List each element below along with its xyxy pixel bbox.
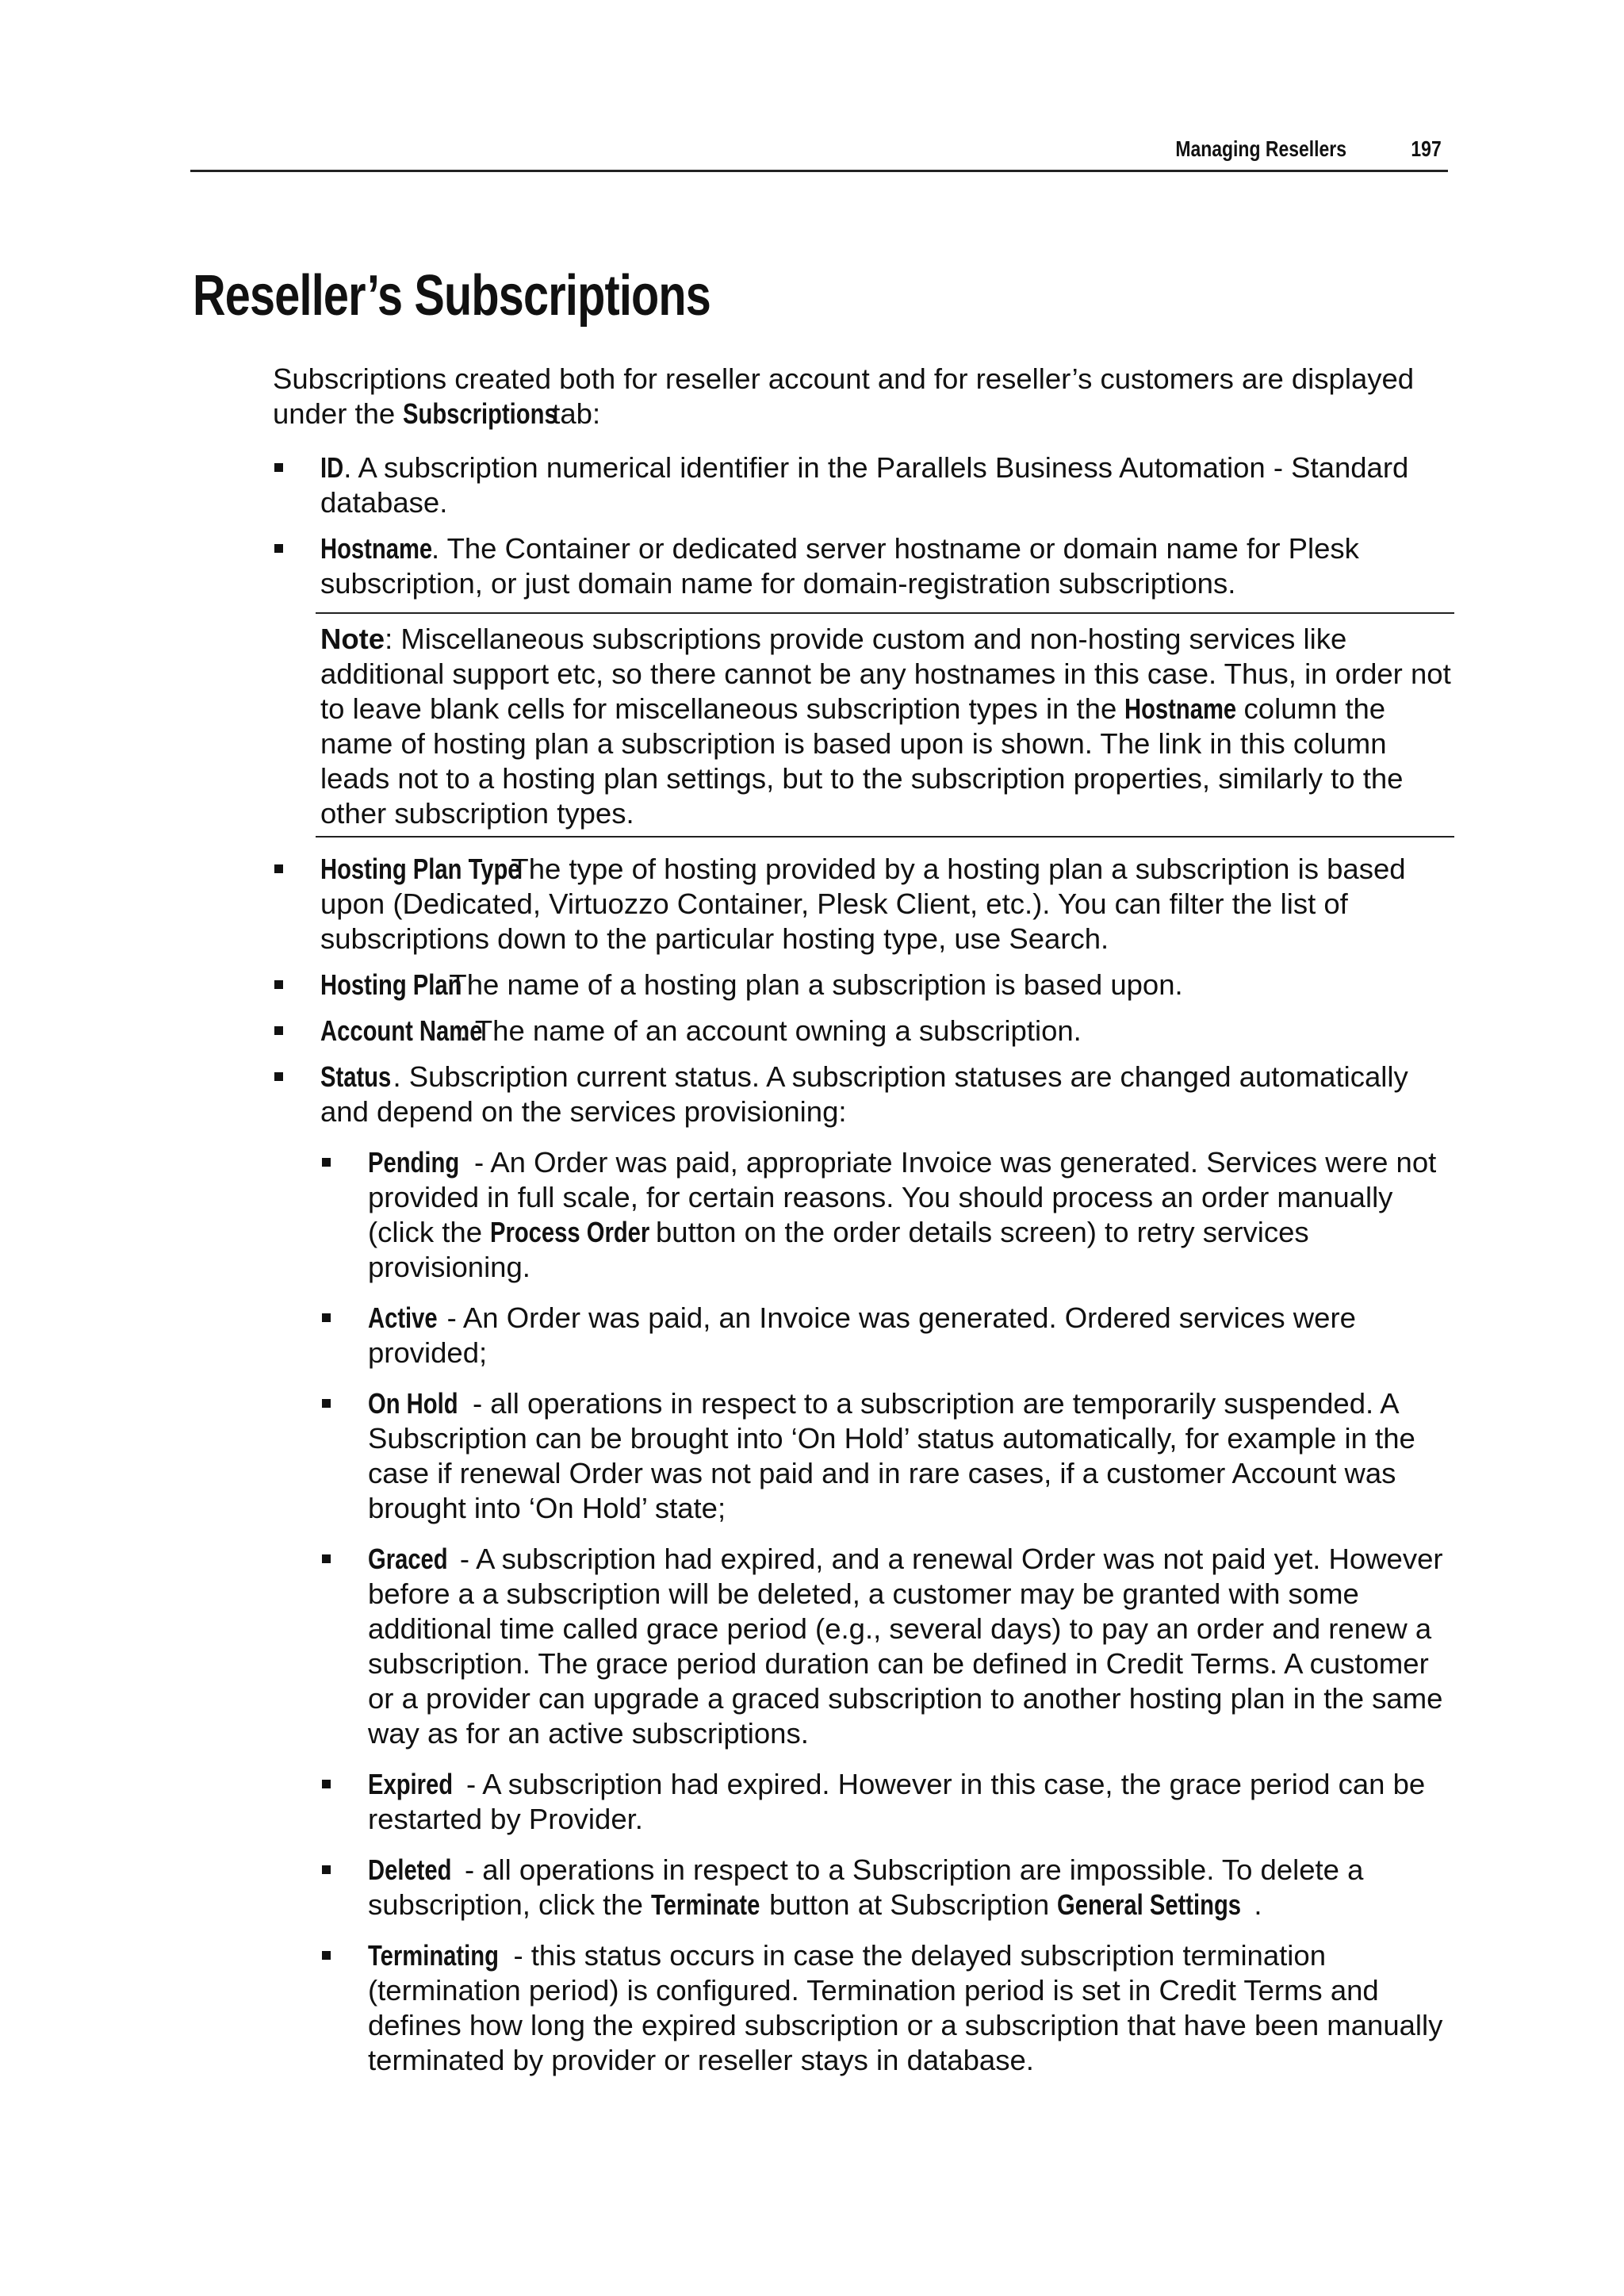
status-item-expired: [320, 1767, 1454, 1837]
hosting-plan-type-description: . The type of hosting provided by a hosting plan a subscription is based upon (Dedicated, Virtuozzo Container, Plesk Client, etc.). You can filter the list of subscriptions down to the particular hosting type, use Search.: [320, 853, 1406, 955]
hostname-term: Hostname: [320, 532, 433, 565]
deleted-text-after: .: [1254, 1888, 1262, 1921]
deleted-text-middle: button at Subscription: [760, 1888, 1058, 1921]
status-list: [320, 1145, 1454, 2078]
list-item-hostname: [273, 531, 1454, 601]
note-label: Note: [320, 623, 385, 655]
active-term: Active: [368, 1301, 438, 1334]
id-description: . A subscription numerical identifier in the Parallels Business Automation - Standard database.: [320, 451, 1409, 519]
list-item-status: [273, 1060, 1454, 2078]
intro-paragraph: [273, 362, 1454, 431]
terminate-button-term: Terminate: [651, 1888, 760, 1921]
active-description: - An Order was paid, an Invoice was generated. Ordered services were provided;: [368, 1301, 1356, 1369]
page-body: [273, 362, 1454, 2094]
status-description: . Subscription current status. A subscription statuses are changed automatically and depend on the services provisioning:: [320, 1060, 1408, 1128]
list-item-account-name: [273, 1014, 1454, 1048]
subscriptions-tab-term: Subscriptions: [403, 397, 558, 430]
hosting-plan-type-term: Hosting Plan Type: [320, 853, 521, 885]
hostname-description: . The Container or dedicated server hostname or domain name for Plesk subscription, or just domain name for domain-registration subscriptions.: [320, 532, 1359, 600]
intro-text-before: Subscriptions created both for reseller account and for reseller’s customers are displayed under the: [273, 362, 1415, 430]
terminating-term: Terminating: [368, 1939, 499, 1972]
status-item-graced: [320, 1542, 1454, 1751]
list-item-hosting-plan-type: [273, 852, 1454, 956]
status-item-pending: [320, 1145, 1454, 1285]
running-header-section: Managing Resellers: [1175, 136, 1346, 161]
expired-term: Expired: [368, 1768, 454, 1800]
account-name-term: Account Name: [320, 1014, 483, 1047]
hosting-plan-term: Hosting Plan: [320, 968, 462, 1001]
page-title: Reseller’s Subscriptions: [193, 264, 711, 328]
hosting-plan-description: . The name of a hosting plan a subscription is based upon.: [433, 968, 1183, 1001]
process-order-button-term: Process Order: [490, 1216, 650, 1248]
list-item-id: [273, 450, 1454, 520]
note-text-after: column the name of hosting plan a subscription is based upon is shown. The link in this column leads not to a hosting plan settings, but to the subscription properties, similarly to the other subscription types.: [320, 692, 1404, 830]
intro-text-after: tab:: [544, 397, 601, 430]
pending-text-after: button on the order details screen) to retry services provisioning.: [368, 1216, 1309, 1283]
list-item-hosting-plan: [273, 968, 1454, 1002]
id-term: ID: [320, 451, 344, 484]
expired-description: - A subscription had expired. However in this case, the grace period can be restarted by Provider.: [368, 1768, 1426, 1835]
deleted-text-before: - all operations in respect to a Subscription are impossible. To delete a subscription, click the: [368, 1853, 1364, 1921]
general-settings-term: General Settings: [1057, 1888, 1242, 1921]
on-hold-term: On Hold: [368, 1387, 458, 1420]
graced-description: - A subscription had expired, and a renewal Order was not paid yet. However before a a subscription will be deleted, a customer may be granted with some additional time called grace period (e.g., several days) to pay an order and renew a subscription. The grace period duration can be defined in Credit Terms. A customer or a provider can upgrade a graced subscription to another hosting plan in the same way as for an active subscriptions.: [368, 1543, 1443, 1750]
graced-term: Graced: [368, 1543, 448, 1575]
subscription-columns-list: [273, 450, 1454, 601]
running-header: [190, 135, 1448, 172]
note-hostname-term: Hostname: [1124, 692, 1237, 725]
deleted-term: Deleted: [368, 1853, 452, 1886]
note-box: [316, 612, 1454, 838]
subscription-columns-list-continued: [273, 852, 1454, 2078]
on-hold-description: - all operations in respect to a subscription are temporarily suspended. A Subscription can be brought into ‘On Hold’ status automatically, for example in the case if renewal Order was not paid and in rare cases, if a customer Account was brought into ‘On Hold’ state;: [368, 1387, 1415, 1524]
status-item-terminating: [320, 1938, 1454, 2078]
terminating-description: - this status occurs in case the delayed subscription termination (termination period) is configured. Termination period is set in Credit Terms and defines how long the expired subscription or a subscription that have been manually terminated by provider or reseller stays in database.: [368, 1939, 1443, 2076]
pending-text-before: - An Order was paid, appropriate Invoice was generated. Services were not provided in full scale, for certain reasons. You should process an order manually (click the: [368, 1146, 1437, 1248]
status-term: Status: [320, 1060, 392, 1093]
status-item-deleted: [320, 1853, 1454, 1922]
note-text-before: : Miscellaneous subscriptions provide custom and non-hosting services like additional support etc, so there cannot be any hostnames in this case. Thus, in order not to leave blank cells for miscellaneous subscription types in the: [320, 623, 1451, 725]
pending-term: Pending: [368, 1146, 460, 1179]
page-number: 197: [1411, 136, 1442, 161]
status-item-active: [320, 1301, 1454, 1370]
status-item-on-hold: [320, 1386, 1454, 1526]
account-name-description: . The name of an account owning a subscription.: [459, 1014, 1082, 1047]
